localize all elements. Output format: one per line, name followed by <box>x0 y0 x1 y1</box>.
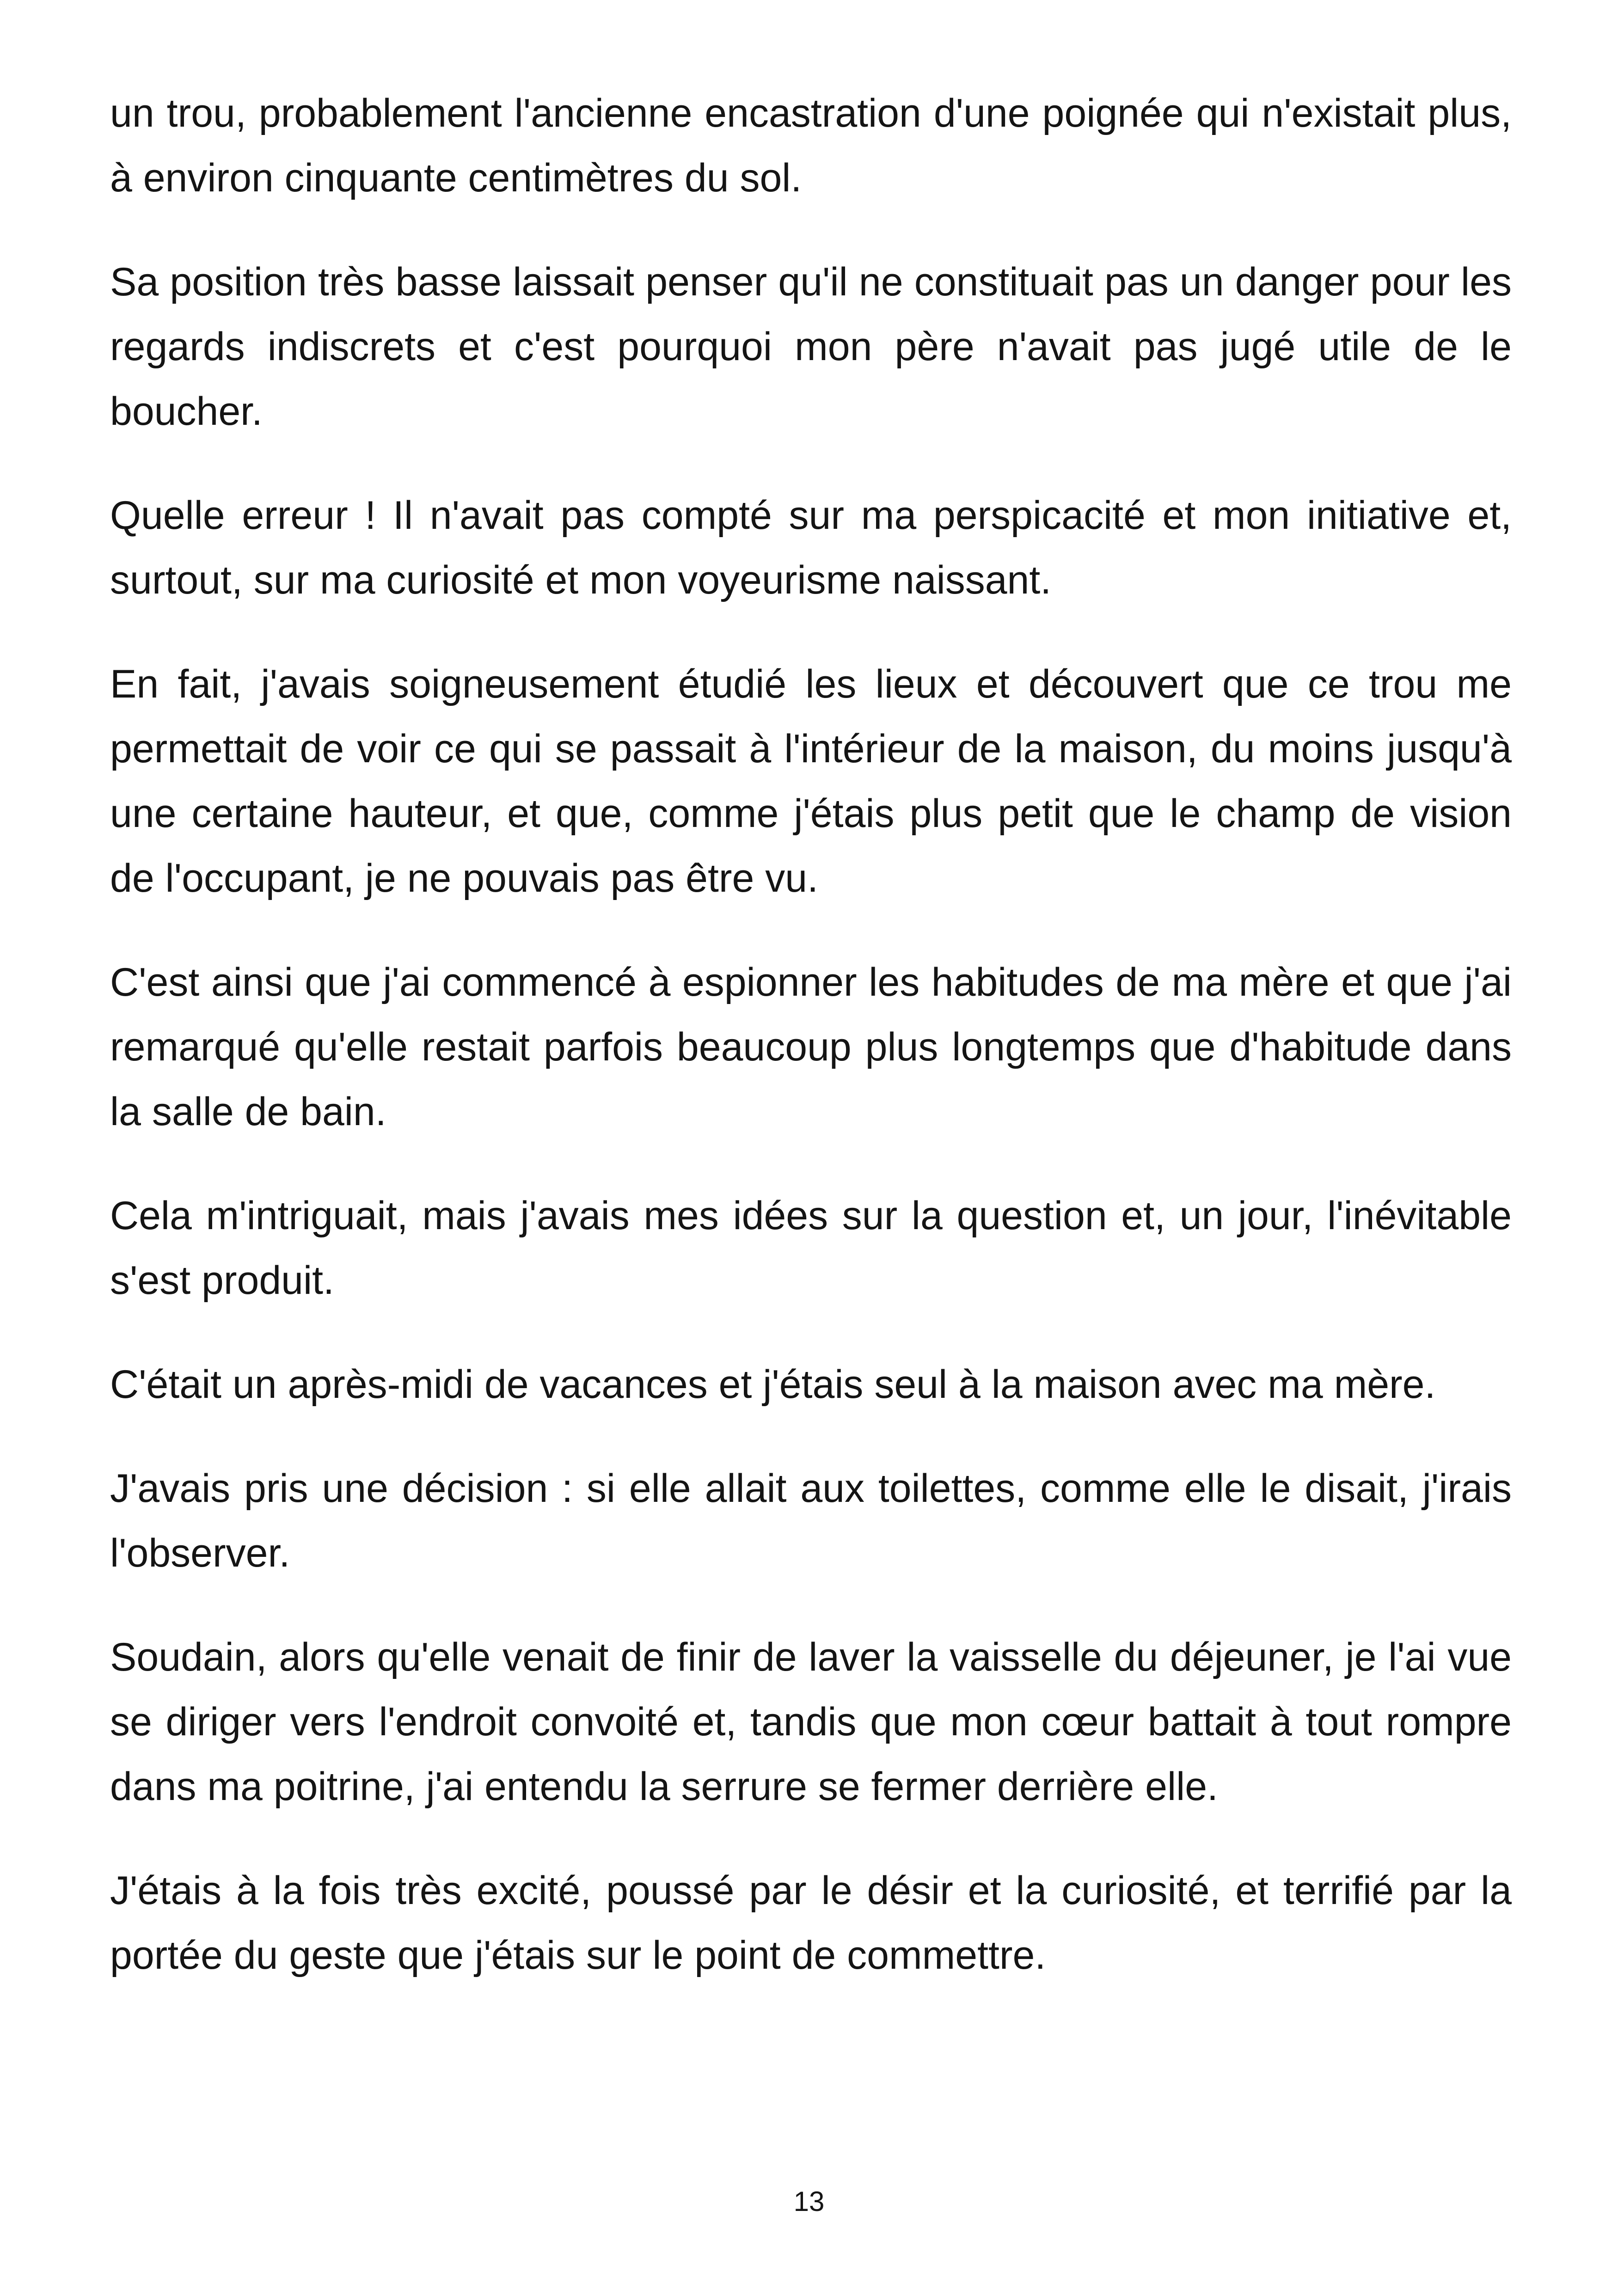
paragraph-2: Sa position très basse laissait penser qu'il ne constituait pas un danger pour les regards indiscrets et c'est pourquoi mon père n'avait pas jugé utile de le boucher. <box>110 260 1512 434</box>
paragraph-1: un trou, probablement l'ancienne encastration d'une poignée qui n'existait plus, à environ cinquante centimètres du sol. <box>110 91 1512 200</box>
paragraph-7: C'était un après-midi de vacances et j'étais seul à la maison avec ma mère. <box>110 1362 1436 1407</box>
page-number: 13 <box>793 2186 825 2217</box>
paragraph-9: Soudain, alors qu'elle venait de finir de laver la vaisselle du déjeuner, je l'ai vue se diriger vers l'endroit convoité et, tandis que mon cœur battait à tout rompre dans ma poitrine, j'ai entendu la serrure se fermer derrière elle. <box>110 1635 1512 1809</box>
paragraph-8: J'avais pris une décision : si elle allait aux toilettes, comme elle le disait, j'irais l'observer. <box>110 1466 1512 1575</box>
paragraph-4: En fait, j'avais soigneusement étudié les lieux et découvert que ce trou me permettait de voir ce qui se passait à l'intérieur de la maison, du moins jusqu'à une certaine hauteur, et que, comme j'étais plus petit que le champ de vision de l'occupant, je ne pouvais pas être vu. <box>110 662 1512 900</box>
paragraph-5: C'est ainsi que j'ai commencé à espionner les habitudes de ma mère et que j'ai remarqué qu'elle restait parfois beaucoup plus longtemps que d'habitude dans la salle de bain. <box>110 960 1512 1134</box>
paragraph-3: Quelle erreur ! Il n'avait pas compté sur ma perspicacité et mon initiative et, surtout, sur ma curiosité et mon voyeurisme naissant. <box>110 493 1512 602</box>
paragraph-10: J'étais à la fois très excité, poussé par le désir et la curiosité, et terrifié par la portée du geste que j'étais sur le point de commettre. <box>110 1868 1512 1978</box>
paragraph-6: Cela m'intriguait, mais j'avais mes idées sur la question et, un jour, l'inévitable s'est produit. <box>110 1194 1512 1303</box>
body-text <box>110 81 1512 2027</box>
